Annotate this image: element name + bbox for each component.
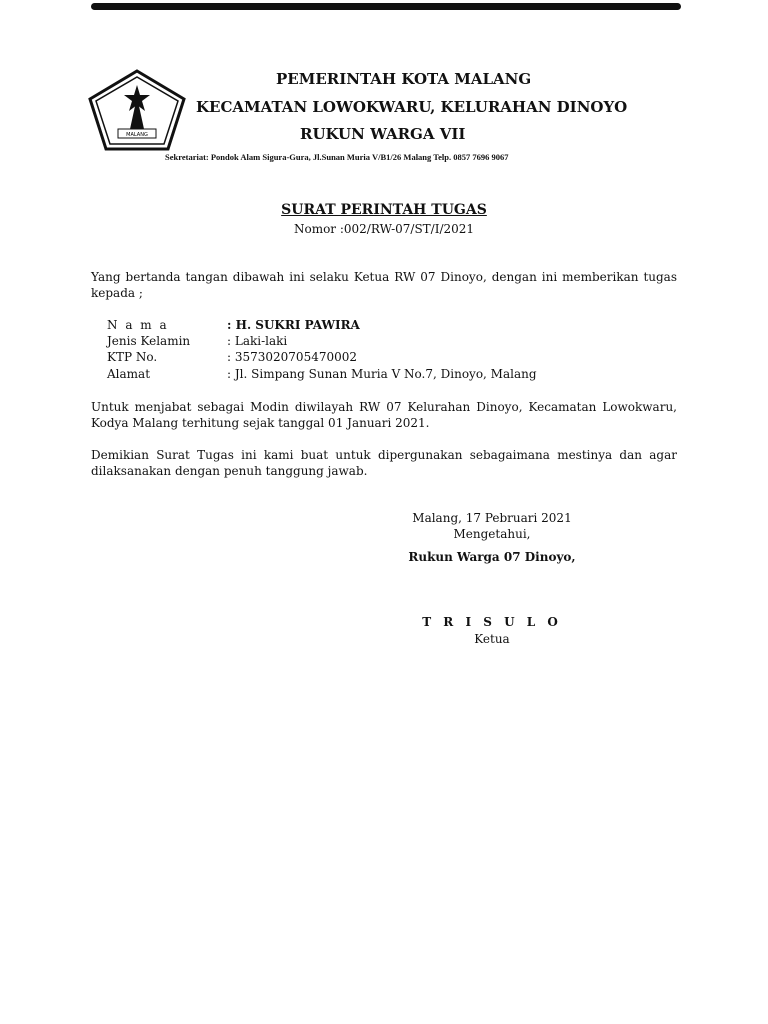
signature-position: Ketua bbox=[474, 632, 510, 646]
logo-text: MALANG bbox=[126, 132, 148, 138]
signature-place-date: Malang, 17 Pebruari 2021 bbox=[412, 511, 572, 525]
field-value-ktp: : 3573020705470002 bbox=[227, 350, 358, 364]
field-value-address: : Jl. Simpang Sunan Muria V No.7, Dinoyo, Malang bbox=[227, 367, 537, 381]
letter-title bbox=[0, 202, 768, 218]
field-value-name: : H. SUKRI PAWIRA bbox=[227, 318, 360, 332]
letter-number: Nomor :002/RW-07/ST/I/2021 bbox=[293, 222, 475, 236]
letter-title-text: SURAT PERINTAH TUGAS bbox=[281, 202, 487, 218]
assignment-paragraph: Untuk menjabat sebagai Modin diwilayah RW 07 Kelurahan Dinoyo, Kecamatan Lowokwaru, Kodya Malang terhitung sejak tanggal 01 Januari 2021. bbox=[91, 400, 677, 430]
field-value-gender: : Laki-laki bbox=[227, 334, 288, 348]
signature-organization: Rukun Warga 07 Dinoyo, bbox=[408, 550, 576, 564]
letterhead-district: KECAMATAN LOWOKWARU, KELURAHAN DINOYO bbox=[196, 98, 628, 116]
field-label-ktp: KTP No. bbox=[107, 350, 158, 364]
malang-city-emblem-icon bbox=[88, 69, 186, 151]
signature-name: T R I S U L O bbox=[422, 615, 562, 629]
field-label-name: N a m a bbox=[107, 318, 169, 332]
letterhead-rw: RUKUN WARGA VII bbox=[300, 125, 466, 143]
letterhead-address: Sekretariat: Pondok Alam Sigura-Gura, Jl.Sunan Muria V/B1/26 Malang Telp. 0857 7696 9067 bbox=[165, 152, 509, 162]
field-label-address: Alamat bbox=[107, 367, 151, 381]
top-border-rule bbox=[91, 3, 681, 10]
letterhead-government: PEMERINTAH KOTA MALANG bbox=[276, 70, 532, 88]
signature-acknowledged: Mengetahui, bbox=[453, 527, 531, 541]
field-label-gender: Jenis Kelamin bbox=[107, 334, 191, 348]
intro-paragraph: Yang bertanda tangan dibawah ini selaku Ketua RW 07 Dinoyo, dengan ini memberikan tugas kepada ; bbox=[91, 270, 677, 300]
closing-paragraph: Demikian Surat Tugas ini kami buat untuk dipergunakan sebagaimana mestinya dan agar dilaksanakan dengan penuh tanggung jawab. bbox=[91, 448, 677, 478]
